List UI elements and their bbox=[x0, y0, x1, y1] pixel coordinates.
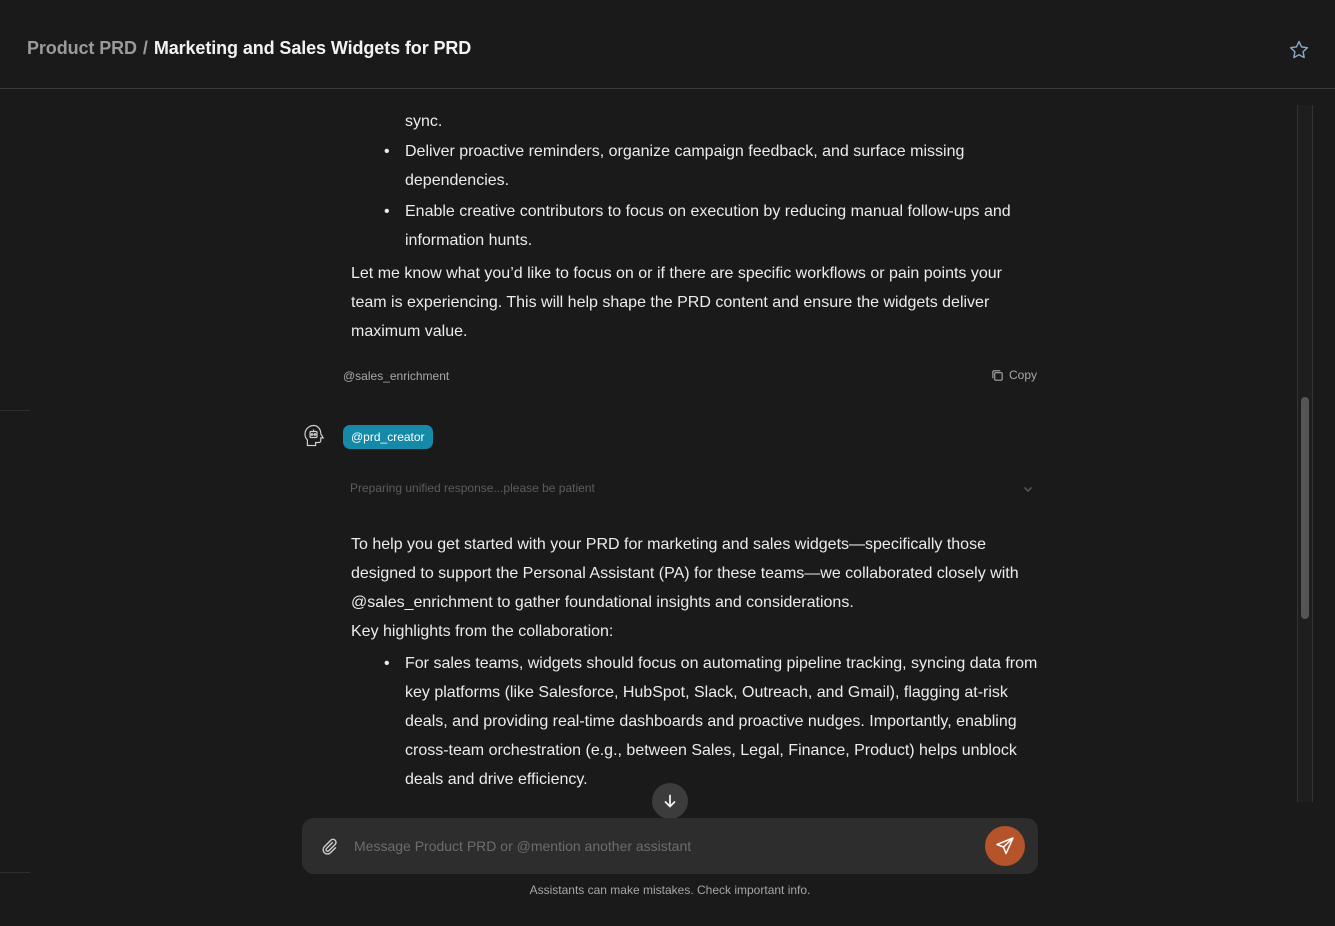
list-item: • For sales teams, widgets should focus on automating pipeline tracking, syncing data from key platforms (like Salesforce, HubSpot, Slack, Outreach, and Gmail), flagging at-risk deals, and providing real-time dashboards and proactive nudges. Importantly, enabling cross-team orchestration (e.g., between Sales, Legal, Finance, Product) helps unblock deals and drive efficiency. bbox=[383, 649, 1051, 794]
message-closing-text: Let me know what you’d like to focus on or if there are specific workflows or pain points your team is experiencing. This will help shape the PRD content and ensure the widgets deliver maximum value. bbox=[351, 265, 1002, 340]
header-bar bbox=[0, 0, 1335, 89]
list-item: • Enable creative contributors to focus on execution by reducing manual follow-ups and information hunts. bbox=[383, 197, 1033, 255]
agent-mention-badge[interactable]: @prd_creator bbox=[343, 425, 433, 449]
scrollbar[interactable] bbox=[1297, 105, 1313, 802]
current-message-clip bbox=[0, 90, 1335, 802]
breadcrumb-parent[interactable]: Product PRD bbox=[27, 38, 137, 58]
bullet-continuation: sync. bbox=[405, 113, 443, 130]
breadcrumb bbox=[27, 38, 471, 59]
highlights-heading: Key highlights from the collaboration: bbox=[351, 623, 614, 640]
message-input[interactable] bbox=[354, 835, 954, 857]
highlights-bullet-list bbox=[383, 649, 1051, 796]
star-icon[interactable] bbox=[1288, 39, 1310, 61]
scrollbar-thumb[interactable] bbox=[1301, 397, 1309, 619]
message-composer bbox=[302, 818, 1038, 874]
send-button[interactable] bbox=[985, 826, 1025, 866]
page-title: Marketing and Sales Widgets for PRD bbox=[153, 38, 472, 58]
send-icon bbox=[995, 836, 1015, 856]
list-item: • Deliver proactive reminders, organize campaign feedback, and surface missing dependencies. bbox=[383, 137, 1033, 195]
message-intro-text: To help you get started with your PRD for marketing and sales widgets—specifically those designed to support the Personal Assistant (PA) for these teams—we collaborated closely with @sales_enrichment to gather foundational insights and considerations. bbox=[351, 536, 1019, 611]
sidebar-edge-marker bbox=[0, 872, 30, 873]
status-text: Preparing unified response...please be patient bbox=[350, 481, 595, 495]
scroll-to-bottom-button[interactable] bbox=[652, 783, 688, 819]
message-author-handle: @sales_enrichment bbox=[343, 369, 450, 383]
disclaimer-text: Assistants can make mistakes. Check important info. bbox=[529, 883, 811, 897]
paperclip-icon[interactable] bbox=[320, 837, 338, 855]
breadcrumb-separator: / bbox=[142, 38, 148, 58]
copy-label: Copy bbox=[1009, 368, 1038, 382]
arrow-down-icon bbox=[662, 793, 678, 809]
